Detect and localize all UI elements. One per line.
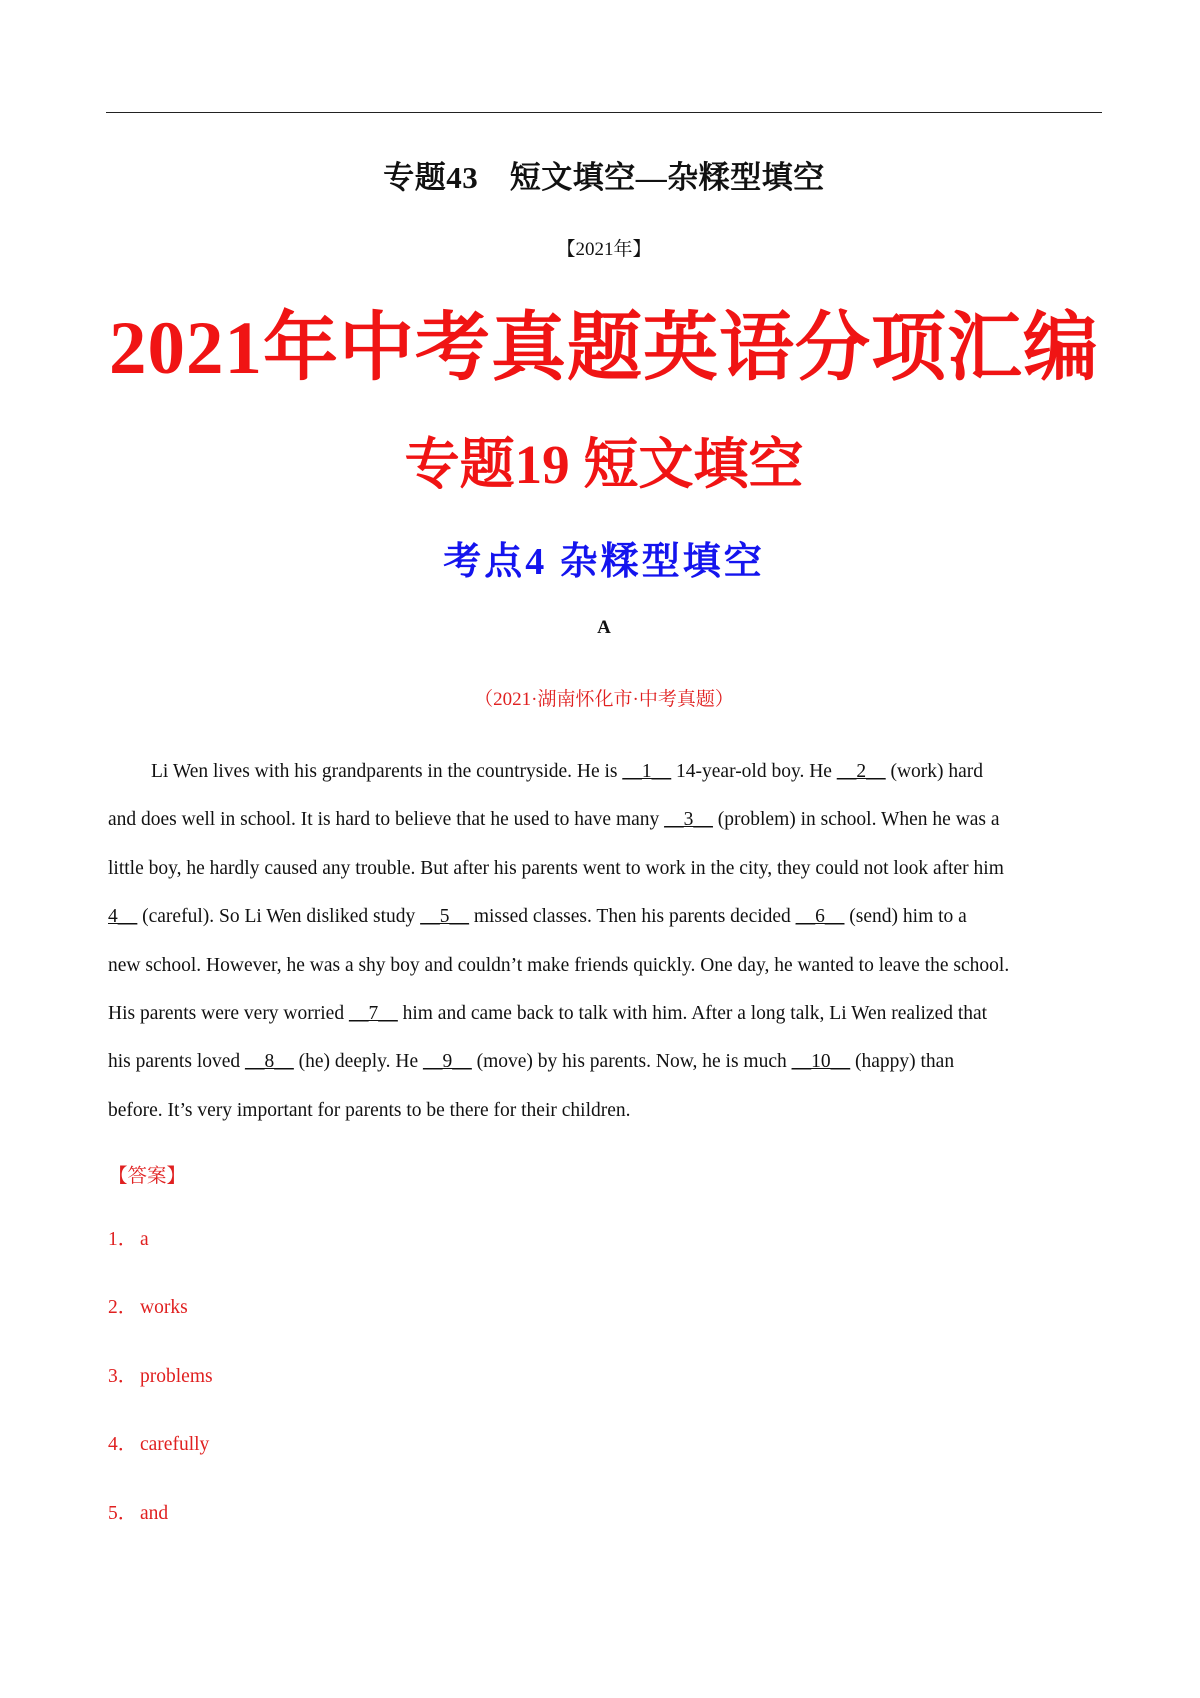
passage-text: Li Wen lives with his grandparents in the countryside. He is xyxy=(151,761,623,782)
passage-line xyxy=(108,845,1108,893)
passage-text: (send) him to a xyxy=(844,906,967,928)
blank-6: __6__ xyxy=(795,906,845,928)
passage-text: (happy) than xyxy=(850,1051,955,1073)
passage xyxy=(108,748,1108,1135)
passage-line xyxy=(108,748,1108,796)
passage-line xyxy=(108,796,1108,844)
passage-text: (move) by his parents. Now, he is much xyxy=(471,1051,792,1073)
year-tag: 【2021年】 xyxy=(556,239,652,260)
passage-text: him and came back to talk with him. After a long talk, Li Wen realized that xyxy=(397,1002,988,1024)
blank-9: __9__ xyxy=(422,1051,472,1073)
passage-text: his parents loved xyxy=(108,1051,246,1073)
answer-list xyxy=(108,1228,213,1570)
passage-text: (problem) in school. When he was a xyxy=(712,809,1000,831)
passage-text: His parents were very worried xyxy=(108,1002,349,1024)
blank-8: __8__ xyxy=(245,1051,294,1073)
section-label: A xyxy=(597,617,611,638)
answer-text: carefully xyxy=(140,1434,210,1456)
answer-item xyxy=(108,1228,213,1296)
header-rule xyxy=(106,112,1102,113)
answer-number: 3． xyxy=(108,1365,138,1387)
answer-number: 1． xyxy=(108,1229,138,1250)
answer-number: 5． xyxy=(108,1502,138,1524)
passage-line xyxy=(108,1038,1108,1086)
subtitle: 专题19 短文填空 xyxy=(404,434,804,495)
blank-4: 4__ xyxy=(108,906,138,928)
answer-text: and xyxy=(140,1502,169,1524)
passage-text: (work) hard xyxy=(885,761,984,782)
blank-7: __7__ xyxy=(348,1002,398,1024)
passage-text: (he) deeply. He xyxy=(293,1051,423,1073)
blank-3: __3__ xyxy=(664,809,713,831)
blank-10: __10__ xyxy=(791,1051,851,1073)
answer-number: 2． xyxy=(108,1297,138,1319)
passage-line xyxy=(108,893,1108,941)
point-title: 考点4 杂糅型填空 xyxy=(443,541,765,583)
answer-item xyxy=(108,1433,213,1501)
answer-item xyxy=(108,1365,213,1433)
main-title: 2021年中考真题英语分项汇编 xyxy=(108,307,1099,390)
answer-text: problems xyxy=(140,1365,213,1387)
passage-text: new school. However, he was a shy boy and couldn’t make friends quickly. One day, he wanted to leave the school. xyxy=(108,954,1010,976)
passage-text: missed classes. Then his parents decided xyxy=(468,906,796,928)
blank-1: __1__ xyxy=(622,761,672,782)
answer-item xyxy=(108,1502,213,1570)
passage-text: (careful). So Li Wen disliked study xyxy=(137,906,421,928)
blank-2: __2__ xyxy=(836,761,886,782)
passage-text: and does well in school. It is hard to believe that he used to have many xyxy=(108,809,665,831)
topic-title: 专题43 短文填空—杂糅型填空 xyxy=(383,160,825,195)
answer-heading: 【答案】 xyxy=(108,1166,187,1187)
answer-number: 4． xyxy=(108,1434,138,1456)
passage-text: before. It’s very important for parents to be there for their children. xyxy=(108,1099,631,1121)
passage-line xyxy=(108,990,1108,1038)
answer-item xyxy=(108,1296,213,1364)
passage-text: little boy, he hardly caused any trouble. But after his parents went to work in the city, they could not look after him xyxy=(108,857,1004,879)
blank-5: __5__ xyxy=(420,906,469,928)
passage-line xyxy=(108,942,1108,990)
passage-line xyxy=(108,1087,1108,1135)
question-source: （2021·湖南怀化市·中考真题） xyxy=(474,689,734,710)
answer-text: works xyxy=(140,1297,188,1319)
passage-text: 14-year-old boy. He xyxy=(671,761,837,782)
answer-text: a xyxy=(140,1229,149,1250)
